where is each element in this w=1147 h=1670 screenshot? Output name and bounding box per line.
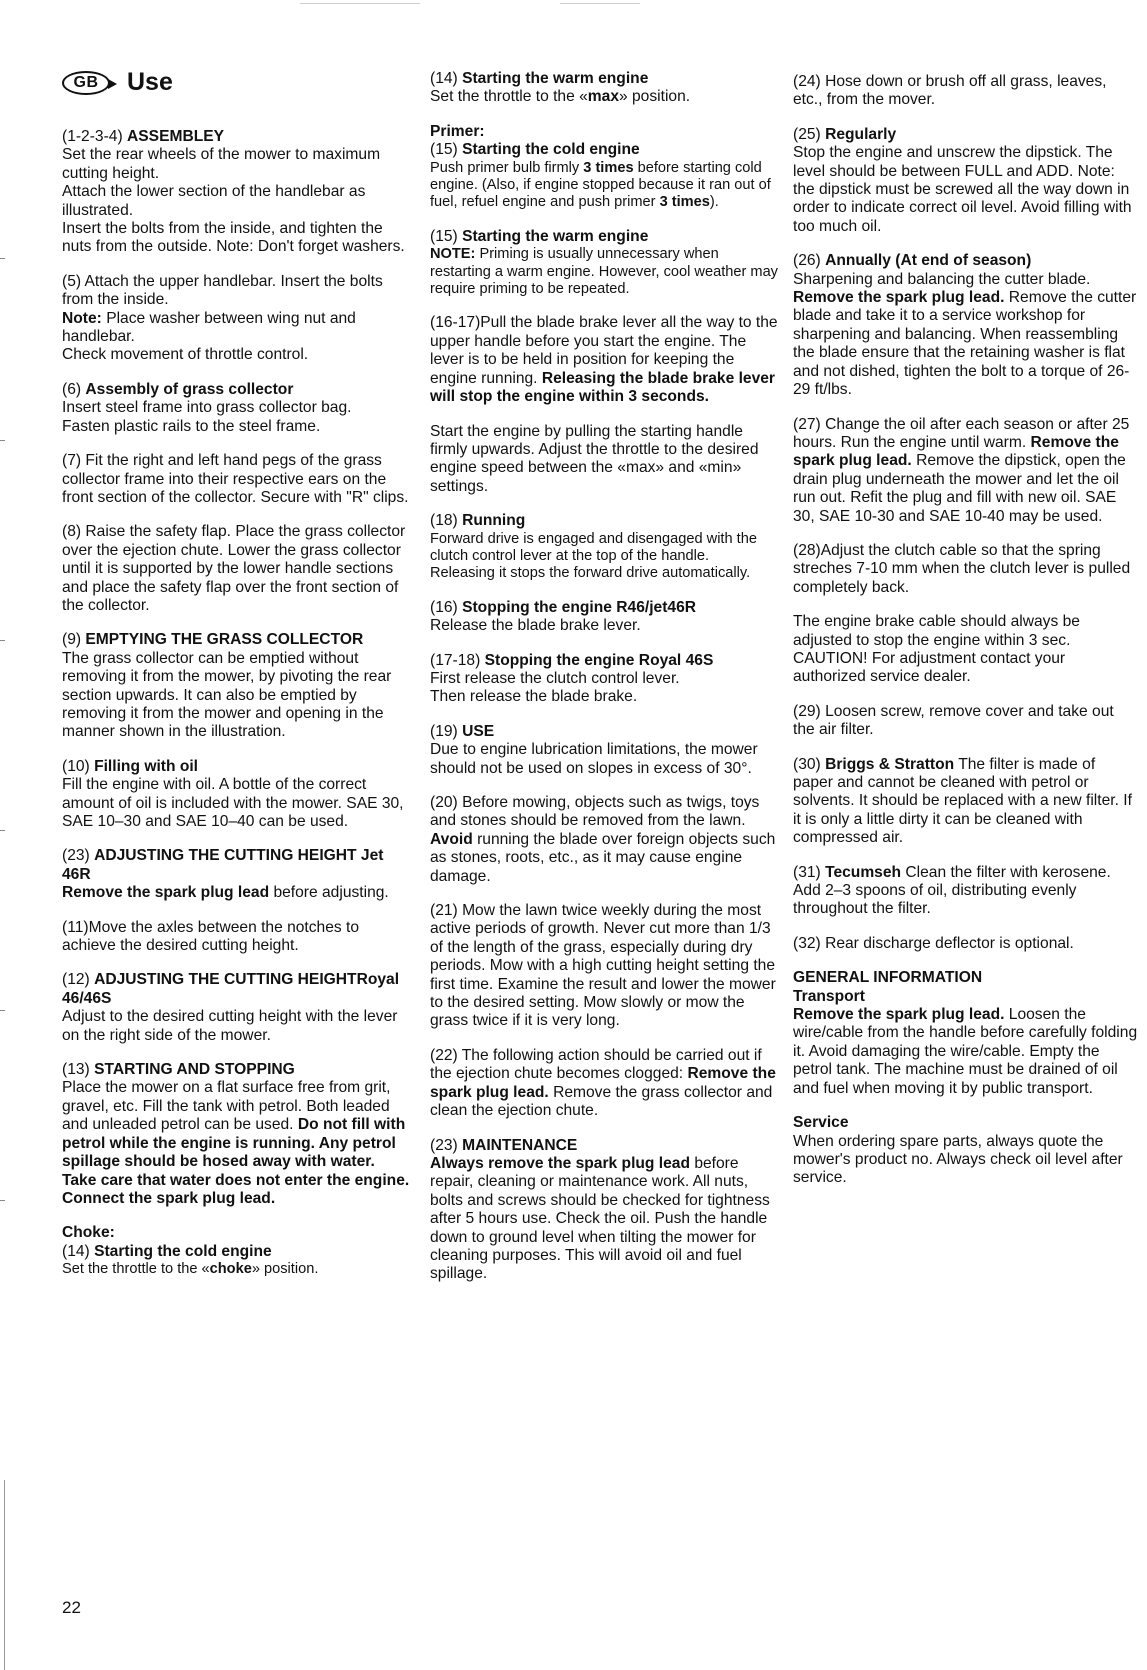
section-paragraph bbox=[62, 220, 410, 257]
text-run: Remove the grass collector and clean the ejection chute. bbox=[430, 1083, 773, 1120]
section-paragraph bbox=[62, 1261, 410, 1278]
text-run: The grass collector can be emptied without removing it from the mower, by pivoting the rear section upwards. It can also be emptied by removing it from the mower and opening in the manner shown in the illustration. bbox=[62, 649, 392, 741]
heading-run: Choke: bbox=[62, 1224, 115, 1242]
text-run: NOTE: bbox=[430, 246, 476, 263]
section-paragraph bbox=[430, 88, 778, 106]
text-run: Attach the lower section of the handlebar as illustrated. bbox=[62, 183, 366, 219]
section-heading bbox=[430, 599, 778, 617]
gb-language-badge: GB bbox=[62, 71, 110, 95]
manual-section bbox=[62, 847, 410, 902]
section-heading bbox=[793, 1114, 1139, 1132]
section-paragraph bbox=[62, 523, 410, 615]
text-run: Then release the blade brake. bbox=[430, 688, 638, 706]
subheading-run: (15) bbox=[430, 141, 463, 159]
manual-section bbox=[430, 652, 778, 707]
text-run: (24) Hose down or brush off all grass, leaves, etc., from the mover. bbox=[793, 73, 1107, 109]
section-heading bbox=[793, 126, 1139, 144]
section-heading bbox=[62, 847, 410, 884]
text-run: Remove the spark plug lead. bbox=[793, 289, 1005, 307]
manual-section bbox=[430, 423, 778, 497]
text-run: Note: bbox=[62, 309, 102, 327]
section-paragraph bbox=[62, 183, 410, 220]
text-run: Set the rear wheels of the mower to maximum cutting height. bbox=[62, 146, 381, 182]
heading-run: (23) bbox=[430, 1136, 463, 1154]
text-run: (8) Raise the safety flap. Place the grass collector over the ejection chute. Lower the grass collector until it is supported by the lower handle sections and place the safety flap over the front section of the collector. bbox=[62, 523, 406, 614]
section-paragraph bbox=[62, 310, 410, 347]
text-run: (21) Mow the lawn twice weekly during the most active periods of growth. Never cut more than 1/3 of the length of the grass, especially during dry periods. Mow with a high cutting height setting the first time. Examine the result and lower the mower to the desired setting. Mow slowly or mow the grass twice if it is very long. bbox=[430, 902, 776, 1030]
manual-section bbox=[62, 971, 410, 1045]
subheading-run: Transport bbox=[793, 987, 865, 1005]
section-heading bbox=[430, 512, 778, 530]
text-run: First release the clutch control lever. bbox=[430, 669, 680, 687]
section-paragraph bbox=[62, 650, 410, 742]
text-run: (16-17)Pull the blade brake lever all the way to the upper handle before you start the engine. The lever is to be held in position for keeping the engine running. bbox=[430, 314, 778, 387]
section-paragraph bbox=[430, 1155, 778, 1284]
manual-section bbox=[430, 723, 778, 778]
manual-section bbox=[793, 756, 1139, 848]
manual-section bbox=[430, 70, 778, 107]
section-paragraph bbox=[793, 756, 1139, 848]
section-paragraph bbox=[430, 617, 778, 635]
manual-section bbox=[62, 1061, 410, 1208]
manual-section bbox=[793, 126, 1139, 236]
text-run: running the blade over foreign objects such as stones, roots, etc., as it may cause engine damage. bbox=[430, 830, 776, 885]
manual-section bbox=[793, 416, 1139, 526]
section-paragraph bbox=[430, 314, 778, 406]
scan-edge-mark bbox=[0, 640, 5, 641]
section-heading bbox=[62, 971, 410, 1008]
manual-section bbox=[793, 935, 1139, 953]
heading-run: (12) bbox=[62, 971, 95, 989]
section-heading bbox=[430, 723, 778, 741]
section-paragraph bbox=[62, 146, 410, 183]
section-paragraph bbox=[430, 1047, 778, 1121]
section-heading bbox=[430, 70, 778, 88]
section-paragraph bbox=[62, 1008, 410, 1045]
text-run: The filter is made of paper and cannot be cleaned with petrol or solvents. It should be replaced with a new filter. If it is only a little dirty it can be cleaned with compressed air. bbox=[793, 755, 1132, 847]
text-column-right bbox=[793, 73, 1139, 1204]
section-paragraph bbox=[793, 271, 1139, 400]
text-run: Place the mower on a flat surface free from grit, gravel, etc. Fill the tank with petrol. Both leaded and unleaded petrol can be used. bbox=[62, 1079, 391, 1134]
heading-run: (6) bbox=[62, 380, 86, 398]
page-title: Use bbox=[127, 68, 173, 96]
text-run: Clean the filter with kerosene. Add 2–3 spoons of oil, distributing evenly throughout the filter. bbox=[793, 863, 1111, 918]
section-paragraph bbox=[62, 1190, 410, 1208]
text-run: Start the engine by pulling the starting handle firmly upwards. Adjust the throttle to the desired engine speed between the «max» and «min» settings. bbox=[430, 422, 759, 495]
text-run: before adjusting. bbox=[269, 884, 389, 902]
text-run: before repair, cleaning or maintenance work. All nuts, bolts and screws should be checked for tightness after 5 hours use. Check the oil. Push the handle down to ground level when tilting the mower for cleaning purposes. This will avoid oil and fuel spillage. bbox=[430, 1154, 770, 1283]
section-heading bbox=[62, 631, 410, 649]
section-paragraph bbox=[430, 160, 778, 212]
text-run: Remove the cutter blade and take it to a service workshop for sharpening and balancing. When reassembling the blade ensure that the retaining washer is flat and not dished, tighten the bolt to a torque of 26-29 ft/lbs. bbox=[793, 289, 1137, 399]
heading-run: ASSEMBLEY bbox=[127, 128, 225, 145]
heading-run: (15) bbox=[430, 227, 463, 245]
manual-section bbox=[62, 523, 410, 615]
section-heading bbox=[793, 969, 1139, 987]
heading-run: (16) bbox=[430, 598, 463, 616]
heading-run: (1-2-3-4) bbox=[62, 128, 127, 145]
heading-run: Starting the warm engine bbox=[462, 227, 649, 245]
section-paragraph bbox=[430, 670, 778, 688]
manual-section bbox=[430, 314, 778, 406]
page-number: 22 bbox=[62, 1598, 81, 1617]
section-heading bbox=[430, 123, 778, 141]
section-paragraph bbox=[793, 1006, 1139, 1098]
heading-run: (19) bbox=[430, 722, 463, 740]
section-paragraph bbox=[793, 416, 1139, 526]
section-heading bbox=[430, 1137, 778, 1155]
heading-run: GENERAL INFORMATION bbox=[793, 969, 983, 987]
section-heading bbox=[793, 252, 1139, 270]
section-paragraph bbox=[793, 542, 1139, 597]
heading-run: Stopping the engine Royal 46S bbox=[484, 651, 714, 669]
text-run: Remove the spark plug lead. bbox=[793, 1006, 1005, 1024]
text-run: Remove the spark plug lead. bbox=[430, 1065, 776, 1101]
text-run: » position. bbox=[251, 1261, 319, 1278]
scan-edge-mark bbox=[0, 440, 5, 441]
section-paragraph bbox=[430, 794, 778, 831]
text-run: Insert steel frame into grass collector bag. bbox=[62, 399, 352, 417]
text-run: (11)Move the axles between the notches to achieve the desired cutting height. bbox=[62, 918, 360, 955]
section-paragraph bbox=[62, 919, 410, 956]
manual-section bbox=[793, 969, 1139, 1098]
heading-run: ADJUSTING THE CUTTING HEIGHT Jet 46R bbox=[62, 847, 384, 883]
section-paragraph bbox=[62, 418, 410, 436]
scan-edge-mark bbox=[0, 1200, 5, 1201]
heading-run: (18) bbox=[430, 512, 463, 530]
heading-run: (17-18) bbox=[430, 651, 485, 669]
text-run: (28)Adjust the clutch cable so that the spring streches 7-10 mm when the clutch lever is pulled completely back. bbox=[793, 541, 1131, 596]
text-run: Push primer bulb firmly bbox=[430, 159, 584, 176]
text-run: Briggs & Stratton bbox=[825, 755, 955, 773]
text-run: Always remove the spark plug lead bbox=[430, 1154, 690, 1172]
section-heading bbox=[62, 1224, 410, 1242]
section-heading bbox=[62, 758, 410, 776]
text-run: Releasing the blade brake lever will stop the engine within 3 seconds. bbox=[430, 369, 776, 406]
heading-run: Stopping the engine R46/jet46R bbox=[462, 598, 697, 616]
heading-run: Starting the warm engine bbox=[462, 70, 649, 87]
manual-section bbox=[62, 128, 410, 257]
text-run: Fasten plastic rails to the steel frame. bbox=[62, 417, 321, 435]
section-paragraph bbox=[62, 452, 410, 507]
text-run: Fill the engine with oil. A bottle of the correct amount of oil is included with the mower. SAE 30, SAE 10–30 and SAE 10–40 can be used. bbox=[62, 776, 404, 830]
section-paragraph bbox=[62, 399, 410, 417]
text-run: Set the throttle to the « bbox=[430, 88, 588, 106]
section-paragraph bbox=[793, 864, 1139, 919]
text-run: (29) Loosen screw, remove cover and take out the air filter. bbox=[793, 702, 1114, 739]
manual-section bbox=[62, 273, 410, 365]
heading-run: (10) bbox=[62, 757, 95, 775]
scan-edge-mark bbox=[0, 1010, 5, 1011]
scan-edge-mark bbox=[0, 258, 5, 259]
manual-section bbox=[62, 919, 410, 956]
heading-run: (14) bbox=[430, 70, 463, 87]
heading-run: STARTING AND STOPPING bbox=[94, 1061, 295, 1079]
heading-run: ADJUSTING THE CUTTING HEIGHTRoyal 46/46S bbox=[62, 971, 400, 1007]
text-run: Loosen the wire/cable from the handle before carefully folding it. Avoid damaging the wire/cable. Empty the petrol tank. The machine must be drained of oil and fuel when moving it by public transport. bbox=[793, 1006, 1138, 1097]
section-heading bbox=[430, 652, 778, 670]
section-paragraph bbox=[62, 273, 410, 310]
text-run: Set the throttle to the « bbox=[62, 1261, 210, 1278]
section-paragraph bbox=[430, 246, 778, 298]
manual-section bbox=[62, 452, 410, 507]
heading-run: Service bbox=[793, 1114, 849, 1132]
section-paragraph bbox=[793, 935, 1139, 953]
heading-run: Filling with oil bbox=[94, 757, 199, 775]
heading-run: Primer: bbox=[430, 122, 485, 140]
text-run: (20) Before mowing, objects such as twigs, toys and stones should be removed from the lawn. bbox=[430, 794, 760, 830]
section-paragraph bbox=[793, 1133, 1139, 1188]
text-run: Remove the dipstick, open the drain plug underneath the mower and let the oil run out. Refit the plug and fill with new oil. SAE 30, SAE 10-30 and SAE 10-40 may be used. bbox=[793, 452, 1126, 525]
section-paragraph bbox=[793, 144, 1139, 236]
text-run: (30) bbox=[793, 755, 826, 773]
section-subheading bbox=[793, 988, 1139, 1006]
section-subheading bbox=[62, 1243, 410, 1261]
manual-section bbox=[793, 1114, 1139, 1188]
subheading-run: Starting the cold engine bbox=[94, 1242, 272, 1260]
manual-section bbox=[793, 864, 1139, 919]
section-heading bbox=[62, 1061, 410, 1079]
scan-edge-line bbox=[4, 1480, 5, 1670]
scan-edge-mark bbox=[0, 830, 5, 831]
text-run: Forward drive is engaged and disengaged with the clutch control lever at the top of the handle. Releasing it stops the forward drive automatically. bbox=[430, 530, 757, 582]
section-heading bbox=[430, 228, 778, 246]
heading-run: (26) bbox=[793, 252, 826, 270]
text-run: ). bbox=[709, 194, 719, 211]
section-paragraph bbox=[62, 1079, 410, 1189]
manual-section bbox=[793, 252, 1139, 399]
text-run: When ordering spare parts, always quote the mower's product no. Always check oil level after service. bbox=[793, 1132, 1123, 1187]
section-paragraph bbox=[430, 741, 778, 778]
text-run: » position. bbox=[619, 88, 691, 106]
text-run: Sharpening and balancing the cutter blade. bbox=[793, 270, 1091, 288]
section-paragraph bbox=[62, 776, 410, 831]
manual-section bbox=[430, 228, 778, 299]
section-paragraph bbox=[430, 423, 778, 497]
manual-section bbox=[62, 758, 410, 832]
text-run: 3 times bbox=[659, 194, 710, 211]
manual-section bbox=[430, 1137, 778, 1284]
heading-run: (23) bbox=[62, 847, 95, 865]
section-heading bbox=[62, 381, 410, 399]
text-run: Remove the spark plug lead bbox=[62, 884, 270, 902]
text-run: Place washer between wing nut and handlebar. bbox=[62, 309, 356, 346]
heading-run: Assembly of grass collector bbox=[85, 380, 294, 398]
text-run: Remove the spark plug lead. bbox=[793, 433, 1119, 470]
section-heading bbox=[62, 128, 410, 146]
section-subheading bbox=[430, 141, 778, 159]
heading-run: (25) bbox=[793, 125, 826, 143]
text-run: Avoid bbox=[430, 830, 473, 848]
text-run: Stop the engine and unscrew the dipstick. The level should be between FULL and ADD. Note: the dipstick must be screwed all the way down in order to indicate correct oil level. Avoid filling with too much oil. bbox=[793, 144, 1132, 235]
text-run: (32) Rear discharge deflector is optional. bbox=[793, 934, 1074, 952]
text-run: Due to engine lubrication limitations, the mower should not be used on slopes in excess of 30°. bbox=[430, 741, 758, 777]
text-run: (5) Attach the upper handlebar. Insert the bolts from the inside. bbox=[62, 272, 383, 309]
section-paragraph bbox=[62, 884, 410, 902]
scan-rule bbox=[300, 3, 420, 4]
text-run: The engine brake cable should always be adjusted to stop the engine within 3 sec. CAUTION! For adjustment contact your authorized service dealer. bbox=[793, 613, 1080, 686]
subheading-run: Starting the cold engine bbox=[462, 141, 640, 159]
section-paragraph bbox=[793, 703, 1139, 740]
text-run: choke bbox=[209, 1261, 252, 1278]
section-paragraph bbox=[430, 688, 778, 706]
section-paragraph bbox=[793, 73, 1139, 110]
heading-run: (9) bbox=[62, 631, 86, 649]
manual-section bbox=[430, 902, 778, 1031]
text-run: (27) Change the oil after each season or after 25 hours. Run the engine until warm. bbox=[793, 415, 1130, 451]
text-run: (31) bbox=[793, 863, 826, 881]
manual-section bbox=[793, 703, 1139, 740]
text-run: (22) The following action should be carried out if the ejection chute becomes clogged: bbox=[430, 1046, 762, 1083]
subheading-run: (14) bbox=[62, 1242, 95, 1260]
heading-run: Regularly bbox=[825, 125, 897, 143]
text-run: before starting cold engine. (Also, if engine stopped because it ran out of fuel, refuel engine and push primer bbox=[430, 159, 771, 211]
manual-section bbox=[62, 381, 410, 436]
text-run: (7) Fit the right and left hand pegs of the grass collector frame into their respective ears on the front section of the collector. Secure with "R" clips. bbox=[62, 452, 409, 506]
heading-run: Running bbox=[462, 512, 526, 530]
text-run: Connect the spark plug lead. bbox=[62, 1189, 276, 1207]
manual-section bbox=[62, 1224, 410, 1278]
heading-run: EMPTYING THE GRASS COLLECTOR bbox=[85, 631, 364, 649]
text-column-middle bbox=[430, 70, 778, 1300]
manual-section bbox=[62, 631, 410, 741]
text-run: 3 times bbox=[583, 159, 634, 176]
manual-section bbox=[793, 73, 1139, 110]
heading-run: Annually (At end of season) bbox=[825, 252, 1032, 270]
text-run: Tecumseh bbox=[825, 863, 902, 881]
scan-rule bbox=[560, 3, 640, 4]
section-paragraph bbox=[430, 531, 778, 583]
manual-section bbox=[430, 599, 778, 636]
text-run: Check movement of throttle control. bbox=[62, 346, 309, 364]
text-run: Adjust to the desired cutting height with the lever on the right side of the mower. bbox=[62, 1008, 398, 1044]
text-run: max bbox=[587, 88, 619, 106]
manual-section bbox=[793, 542, 1139, 597]
heading-run: USE bbox=[462, 722, 495, 740]
manual-section bbox=[793, 613, 1139, 687]
section-paragraph bbox=[430, 831, 778, 886]
text-run: Insert the bolts from the inside, and tighten the nuts from the outside. Note: Don't forget washers. bbox=[62, 220, 405, 256]
text-run: Priming is usually unnecessary when restarting a warm engine. However, cool weather may require priming to be repeated. bbox=[430, 246, 778, 298]
manual-section bbox=[430, 123, 778, 212]
manual-section bbox=[430, 512, 778, 583]
manual-section bbox=[430, 1047, 778, 1121]
page-header bbox=[62, 68, 173, 97]
section-paragraph bbox=[430, 902, 778, 1031]
section-paragraph bbox=[62, 346, 410, 364]
manual-section bbox=[430, 794, 778, 886]
heading-run: (13) bbox=[62, 1061, 95, 1079]
text-run: Do not fill with petrol while the engine is running. Any petrol spillage should be hosed away with water. Take care that water does not enter the engine. bbox=[62, 1116, 410, 1189]
text-run: Release the blade brake lever. bbox=[430, 617, 641, 635]
section-paragraph bbox=[793, 613, 1139, 687]
text-column-left bbox=[62, 128, 410, 1295]
heading-run: MAINTENANCE bbox=[462, 1136, 578, 1154]
